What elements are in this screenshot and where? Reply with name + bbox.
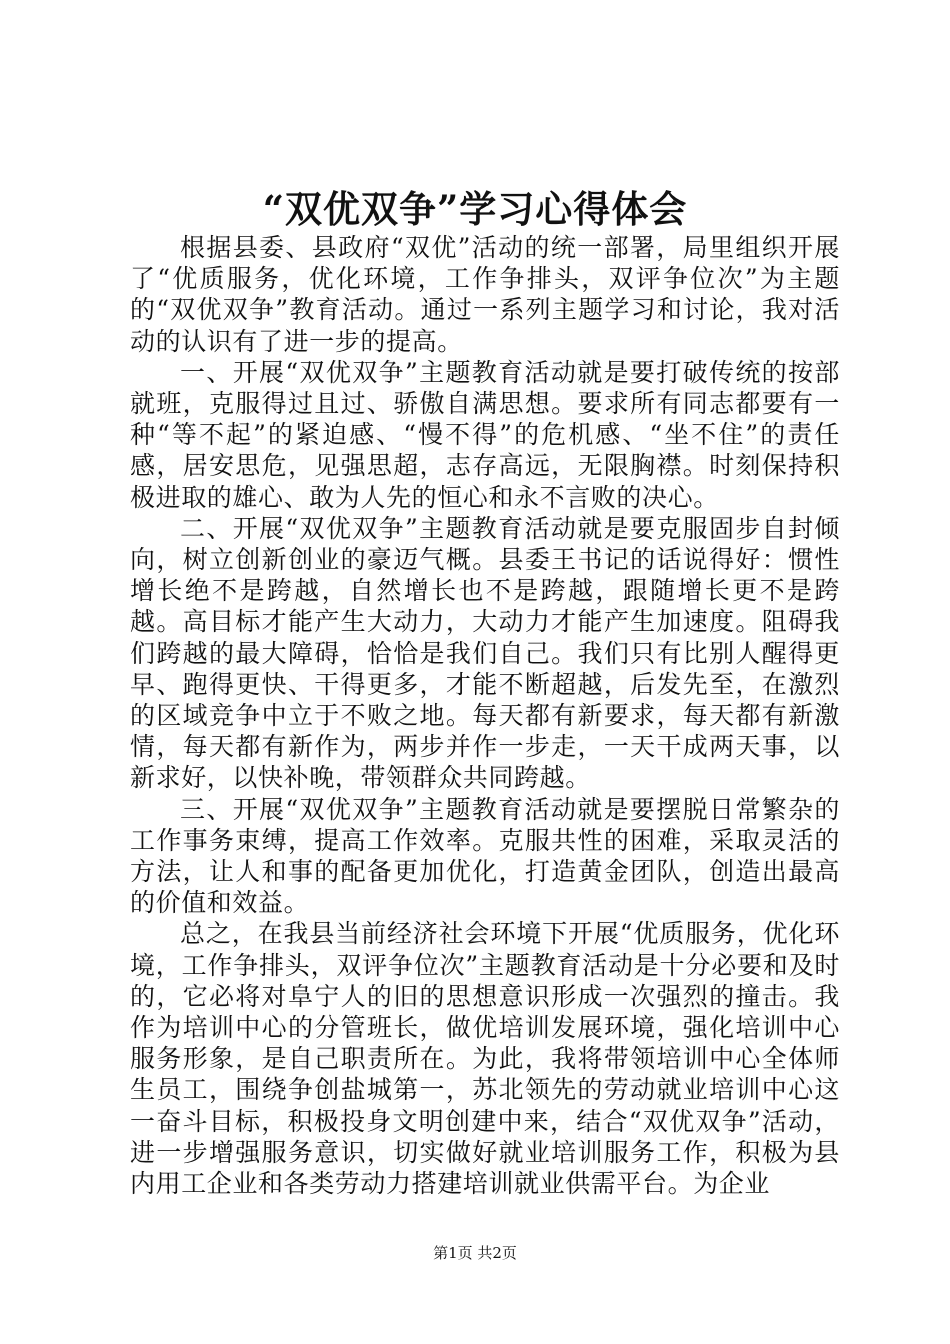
paragraph-conclusion: 总之，在我县当前经济社会环境下开展“优质服务，优化环境，工作争排头，双评争位次”主题教育活动是十分必要和及时的，它必将对阜宁人的旧的思想意识形成一次强烈的撞击。我作为培训中心的分管班长，做优培训发展环境，强化培训中心服务形象，是自己职责所在。为此，我将带领培训中心全体师生员工，围绕争创盐城第一，苏北领先的劳动就业培训中心这一奋斗目标，积极投身文明创建中来，结合“双优双争”活动，进一步增强服务意识，切实做好就业培训服务工作，积极为县内用工企业和各类劳动力搭建培训就业供需平台。为企业 [130, 919, 840, 1199]
paragraph-point-three: 三、开展“双优双争”主题教育活动就是要摆脱日常繁杂的工作事务束缚，提高工作效率。克服共性的困难，采取灵活的方法，让人和事的配备更加优化，打造黄金团队，创造出最高的价值和效益。 [130, 794, 840, 918]
paragraph-intro: 根据县委、县政府“双优”活动的统一部署，局里组织开展了“优质服务，优化环境，工作争排头，双评争位次”为主题的“双优双争”教育活动。通过一系列主题学习和讨论，我对活动的认识有了进一步的提高。 [130, 233, 840, 356]
document-body [130, 232, 840, 1199]
page-number-footer: 第1页 共2页 [433, 1244, 517, 1262]
paragraph-point-two: 二、开展“双优双争”主题教育活动就是要克服固步自封倾向，树立创新创业的豪迈气概。县委王书记的话说得好：惯性增长绝不是跨越，自然增长也不是跨越，跟随增长更不是跨越。高目标才能产生大动力，大动力才能产生加速度。阻碍我们跨越的最大障碍，恰恰是我们自己。我们只有比别人醒得更早、跑得更快、干得更多，才能不断超越，后发先至，在激烈的区域竞争中立于不败之地。每天都有新要求，每天都有新激情，每天都有新作为，两步并作一步走，一天干成两天事，以新求好，以快补晚，带领群众共同跨越。 [130, 513, 840, 793]
paragraph-point-one: 一、开展“双优双争”主题教育活动就是要打破传统的按部就班，克服得过且过、骄傲自满思想。要求所有同志都要有一种“等不起”的紧迫感、“慢不得”的危机感、“坐不住”的责任感，居安思危，见强思超，志存高远，无限胸襟。时刻保持积极进取的雄心、敢为人先的恒心和永不言败的决心。 [130, 357, 840, 512]
page-title: “双优双争”学习心得体会 [262, 187, 688, 231]
